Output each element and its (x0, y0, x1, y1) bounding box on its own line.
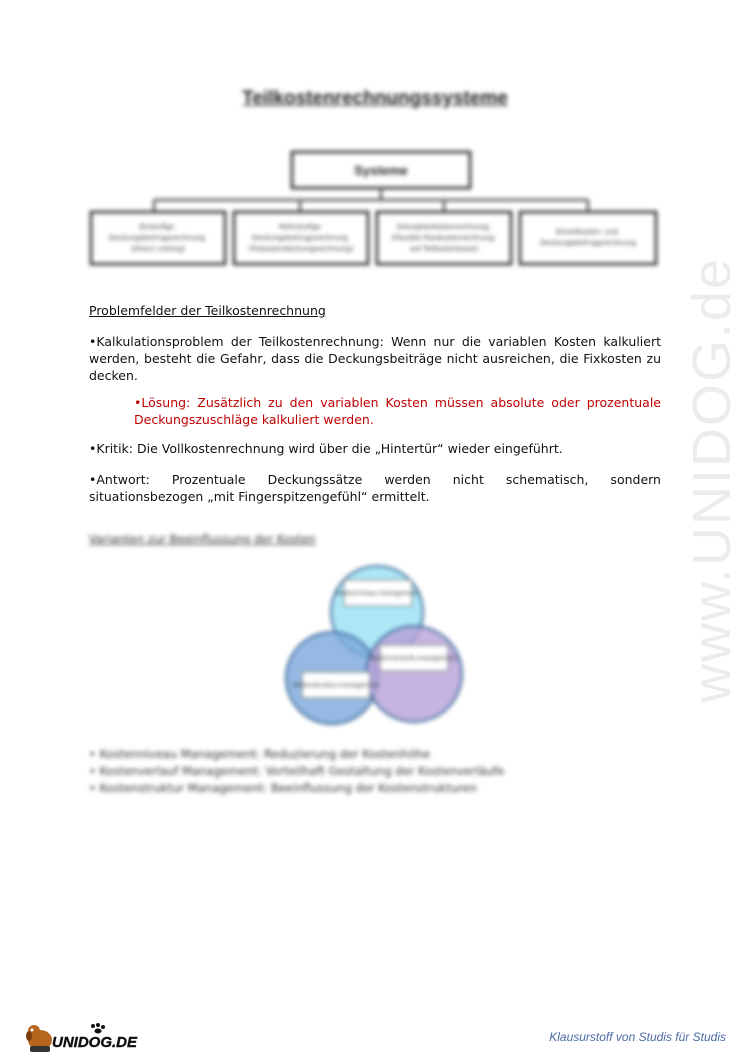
footer-slogan: Klausurstoff von Studis für Studis (549, 1030, 726, 1044)
list-item: • Kostenverlauf Management: Vorteilhaft Gestaltung der Kostenverläufe (89, 764, 505, 778)
root-node (292, 152, 470, 188)
child-node-1-line-3: (Direct costing) (131, 245, 185, 253)
venn-label-niveau: Kostenniveau-management (336, 590, 420, 597)
child-node-3-line-2: (Flexible Plankostenrechnung (391, 234, 495, 242)
connector-lines (154, 188, 588, 212)
child-node-1-line-2: Deckungsbeitragsrechnung (108, 234, 205, 242)
list-item: • Kostenniveau Management: Reduzierung der Kostenhöhe (89, 747, 430, 761)
child-node-3-line-1: Grenzplankostenrechnung (396, 223, 489, 231)
unidog-logo (22, 1020, 162, 1054)
problems-heading: Problemfelder der Teilkostenrechnung (89, 303, 326, 318)
child-node-2-line-2: Deckungsbeitragsrechnung (251, 234, 348, 242)
answer-paragraph: •Antwort: Prozentuale Deckungssätze werden nicht schematisch, sondern situationsbezogen „mit Fingerspitzengefühl“ ermittelt. (89, 472, 661, 504)
list-item: • Kostenstruktur Management: Beeinflussung der Kostenstrukturen (89, 781, 477, 795)
svg-text:Kostenniveau-management (337, 590, 420, 597)
variants-bullet-list (89, 746, 504, 797)
child-node-2-line-1: Mehrstufige (279, 223, 321, 231)
child-node-3 (377, 212, 511, 264)
venn-diagram (280, 560, 480, 735)
child-node-2 (234, 212, 368, 264)
child-node-1-line-1: Einstufige (139, 223, 175, 231)
child-node-4-line-2: Deckungsbeitragsrechnung (539, 239, 637, 247)
page-title: Teilkostenrechnungssysteme (242, 88, 508, 109)
logo-text: UNIDOG.DE (52, 1034, 138, 1051)
venn-label-verlauf: Kostenverlaufs-management (370, 655, 458, 662)
child-node-4 (520, 212, 656, 264)
systems-org-chart (0, 0, 750, 280)
paw-icon (91, 1023, 105, 1034)
root-node-label: Systeme (354, 163, 408, 178)
child-node-4-line-1: Einzelkosten- und (555, 228, 618, 236)
venn-circle-verlauf (366, 626, 462, 722)
child-node-1 (91, 212, 225, 264)
dog-icon (26, 1025, 52, 1052)
variants-heading: Varianten zur Beeinflussung der Kosten (89, 532, 316, 546)
venn-label-struktur: Kostenstruktur-management (292, 682, 380, 689)
critique-paragraph: •Kritik: Die Vollkostenrechnung wird über die „Hintertür“ wieder eingeführt. (89, 441, 563, 456)
svg-text:Kostenverlaufs-management (371, 655, 458, 662)
child-node-2-line-3: (Fixkostendeckungsrechnung) (248, 245, 354, 253)
problems-paragraph-1: •Kalkulationsproblem der Teilkostenrechnung: Wenn nur die variablen Kosten kalkuliert werden, besteht die Gefahr, dass die Deckungsbeiträge nicht ausreichen, die Fixkosten zu decken. (89, 334, 661, 383)
svg-text:Kostenstruktur-management (293, 682, 380, 689)
watermark: www.UNIDOG.de (682, 256, 742, 704)
child-node-3-line-3: auf Teilkostenbasis) (409, 245, 479, 253)
solution-paragraph: •Lösung: Zusätzlich zu den variablen Kosten müssen absolute oder prozentuale Deckungszuschläge kalkuliert werden. (134, 395, 661, 427)
